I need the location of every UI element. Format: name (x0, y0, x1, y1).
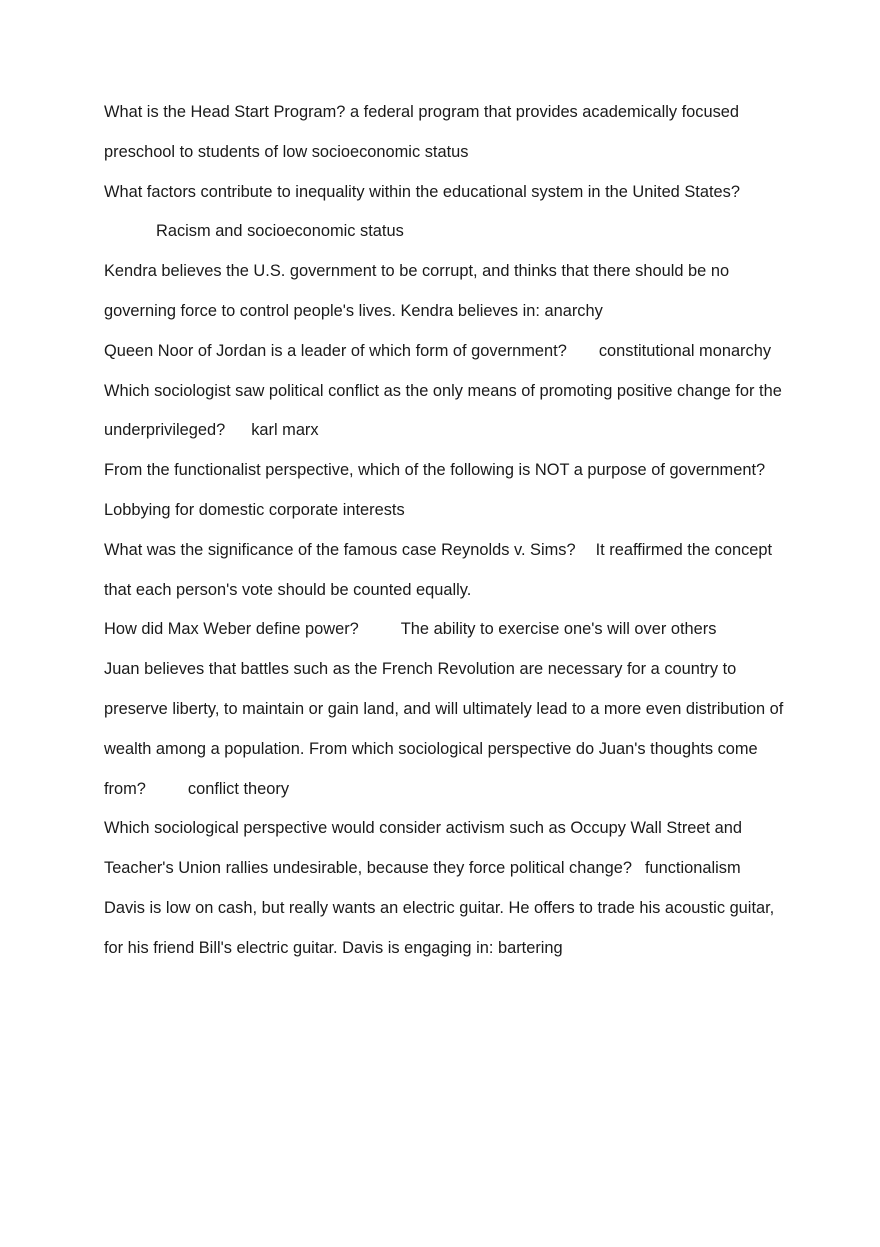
answer-text: The ability to exercise one's will over others (400, 620, 717, 639)
qa-item (104, 889, 794, 969)
question-text: What factors contribute to inequality within the educational system in the United States? (104, 182, 740, 201)
answer-text: Lobbying for domestic corporate interests (104, 500, 405, 519)
answer-text: constitutional monarchy (598, 341, 772, 360)
answer-text: bartering (497, 938, 563, 957)
qa-item (104, 650, 794, 809)
answer-text: conflict theory (187, 779, 290, 798)
question-text: Queen Noor of Jordan is a leader of which form of government? (104, 341, 567, 360)
question-text: Davis is low on cash, but really wants an electric guitar. He offers to trade his acoustic guitar, for his friend Bill's electric guitar. Davis is engaging in: (104, 898, 775, 957)
question-text: What is the Head Start Program? (104, 103, 346, 121)
question-text: Kendra believes the U.S. government to be corrupt, and thinks that there should be no governing force to control people's lives. Kendra believes in: (104, 262, 730, 320)
qa-item (104, 531, 794, 611)
qa-item (104, 372, 794, 452)
question-text: How did Max Weber define power? (104, 620, 359, 639)
qa-item (104, 451, 794, 531)
qa-item (104, 809, 794, 889)
qa-item (104, 332, 794, 372)
answer-text: a federal program that provides academically focused preschool to students of low socioeconomic status (104, 103, 740, 161)
question-text: Juan believes that battles such as the French Revolution are necessary for a country to preserve liberty, to maintain or gain land, and will ultimately lead to a more even distribution of wealth among a population. From which sociological perspective do Juan's thoughts come from? (104, 660, 784, 798)
qa-item (104, 93, 794, 173)
answer-text: karl marx (251, 421, 319, 440)
qa-item (104, 252, 794, 332)
answer-text: Racism and socioeconomic status (156, 222, 404, 241)
question-text: Which sociological perspective would consider activism such as Occupy Wall Street and Teacher's Union rallies undesirable, because they force political change? (104, 819, 742, 878)
qa-item (104, 173, 794, 253)
question-text: What was the significance of the famous case Reynolds v. Sims? (104, 540, 576, 559)
question-text: Which sociologist saw political conflict as the only means of promoting positive change for the underprivileged? (104, 381, 782, 440)
qa-item (104, 610, 794, 650)
answer-text: anarchy (544, 301, 603, 320)
flashcard-list (104, 93, 794, 969)
answer-text: It reaffirmed the concept that each person's vote should be counted equally. (104, 540, 773, 599)
question-text: From the functionalist perspective, which of the following is NOT a purpose of government? (104, 461, 766, 480)
answer-text: functionalism (644, 859, 741, 878)
